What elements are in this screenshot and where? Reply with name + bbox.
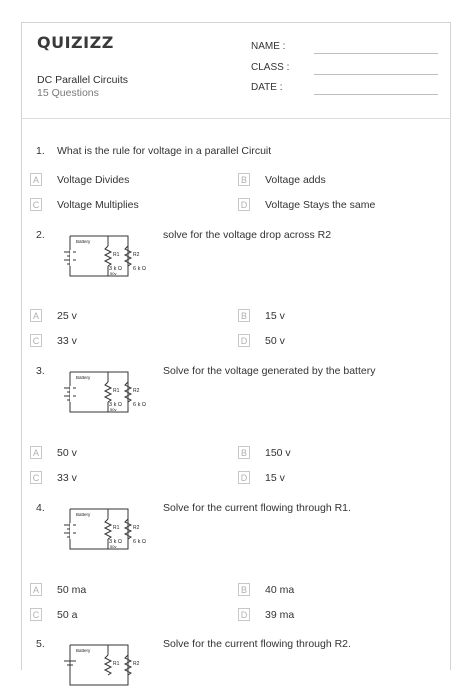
question-number: 3. — [36, 365, 45, 377]
option-d-box[interactable]: D — [238, 471, 250, 484]
class-label: CLASS : — [251, 62, 290, 73]
option-a-box[interactable]: A — [30, 309, 42, 322]
r1-label: R1 — [113, 661, 120, 667]
battery-label: Battery — [76, 239, 91, 244]
option-text: Voltage adds — [265, 174, 326, 186]
option-d-box[interactable]: D — [238, 334, 250, 347]
voltage-label: 50v — [110, 271, 117, 276]
option-text: 33 v — [57, 472, 77, 484]
circuit-diagram — [60, 505, 150, 553]
circuit-diagram — [60, 368, 150, 416]
circuit-diagram — [60, 641, 150, 689]
option-text: Voltage Multiplies — [57, 199, 139, 211]
option-text: 150 v — [265, 447, 291, 459]
worksheet-question-count: 15 Questions — [37, 87, 99, 99]
question-number: 5. — [36, 638, 45, 650]
option-d-box[interactable]: D — [238, 608, 250, 621]
r1-value: 3 k Ω — [109, 266, 122, 272]
option-d-box[interactable]: D — [238, 198, 250, 211]
option-text: 50 v — [265, 335, 285, 347]
battery-label: Battery — [76, 648, 91, 653]
r2-value: 6 k Ω — [133, 266, 146, 272]
r1-label: R1 — [113, 388, 120, 394]
r2-label: R2 — [133, 525, 140, 531]
date-label: DATE : — [251, 82, 283, 93]
voltage-label: 50v — [110, 544, 117, 549]
option-text: 50 a — [57, 609, 78, 621]
r1-label: R1 — [113, 252, 120, 258]
option-c-box[interactable]: C — [30, 471, 42, 484]
option-text: 39 ma — [265, 609, 295, 621]
quizizz-logo: QUIZIZZ — [37, 33, 114, 52]
name-label: NAME : — [251, 41, 286, 52]
r2-value: 6 k Ω — [133, 539, 146, 545]
question-text: Solve for the current flowing through R1. — [163, 502, 351, 514]
question-text: Solve for the current flowing through R2. — [163, 638, 351, 650]
question-text: solve for the voltage drop across R2 — [163, 229, 332, 241]
circuit-diagram — [60, 232, 150, 280]
worksheet-title: DC Parallel Circuits — [37, 74, 129, 86]
option-c-box[interactable]: C — [30, 334, 42, 347]
question-number: 4. — [36, 502, 45, 514]
r2-label: R2 — [133, 388, 140, 394]
option-c-box[interactable]: C — [30, 198, 42, 211]
worksheet-frame — [21, 22, 451, 670]
question-text: What is the rule for voltage in a parallel Circuit — [57, 145, 272, 157]
option-text: Voltage Divides — [57, 174, 130, 186]
option-text: 40 ma — [265, 584, 295, 596]
question-number: 1. — [36, 145, 45, 157]
option-text: 50 ma — [57, 584, 87, 596]
option-b-box[interactable]: B — [238, 583, 250, 596]
option-text: 25 v — [57, 310, 77, 322]
option-a-box[interactable]: A — [30, 173, 42, 186]
date-field[interactable] — [314, 94, 438, 95]
option-a-box[interactable]: A — [30, 583, 42, 596]
header-divider — [22, 118, 451, 119]
question-text: Solve for the voltage generated by the battery — [163, 365, 376, 377]
option-text: Voltage Stays the same — [265, 199, 376, 211]
battery-label: Battery — [76, 375, 91, 380]
option-b-box[interactable]: B — [238, 173, 250, 186]
battery-label: Battery — [76, 512, 91, 517]
name-field[interactable] — [314, 53, 438, 54]
option-c-box[interactable]: C — [30, 608, 42, 621]
r2-label: R2 — [133, 252, 140, 258]
class-field[interactable] — [314, 74, 438, 75]
question-number: 2. — [36, 229, 45, 241]
option-text: 33 v — [57, 335, 77, 347]
option-b-box[interactable]: B — [238, 446, 250, 459]
r1-value: 3 k Ω — [109, 539, 122, 545]
option-text: 15 v — [265, 472, 285, 484]
r1-value: 3 k Ω — [109, 402, 122, 408]
voltage-label: 50v — [110, 407, 117, 412]
option-text: 15 v — [265, 310, 285, 322]
r2-label: R2 — [133, 661, 140, 667]
option-b-box[interactable]: B — [238, 309, 250, 322]
r2-value: 6 k Ω — [133, 402, 146, 408]
option-a-box[interactable]: A — [30, 446, 42, 459]
option-text: 50 v — [57, 447, 77, 459]
r1-label: R1 — [113, 525, 120, 531]
